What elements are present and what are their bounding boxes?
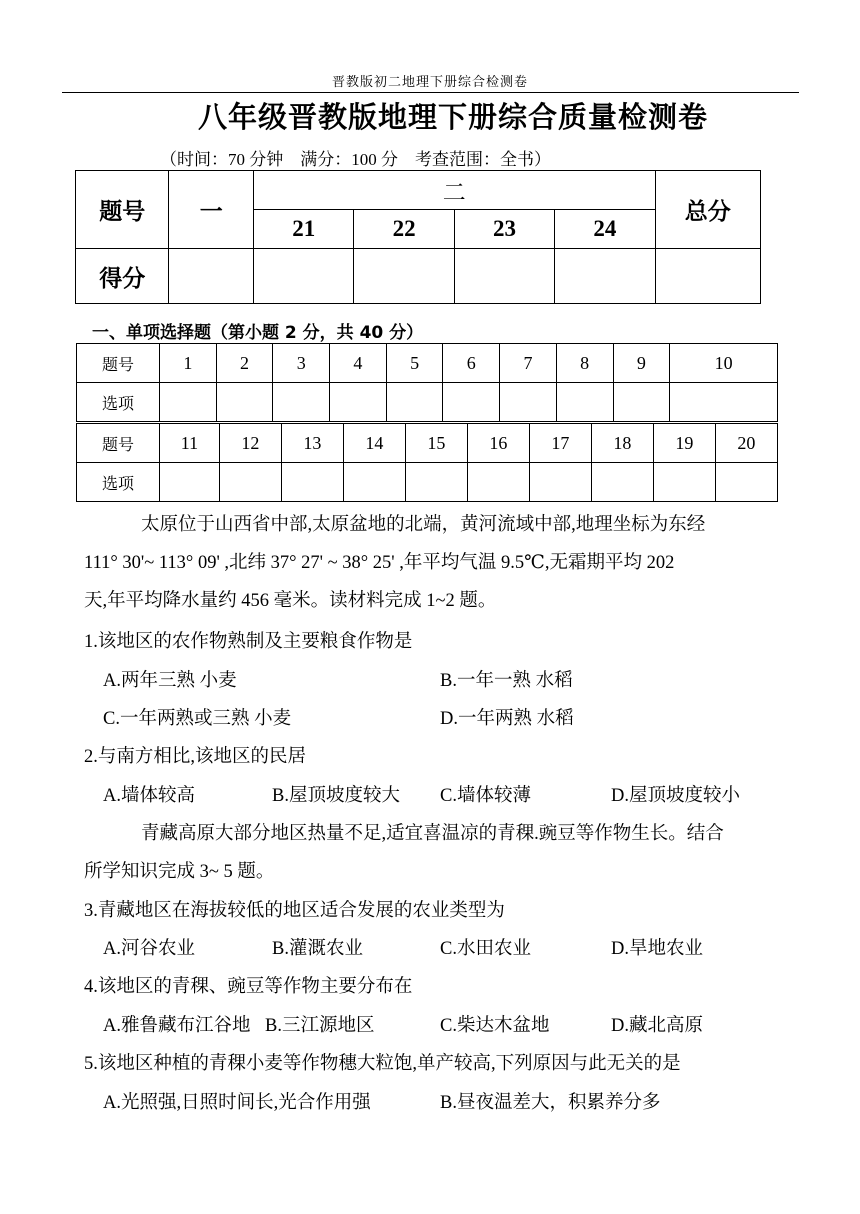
- question-5-stem: 5.该地区种植的青稞小麦等作物穗大粒饱,单产较高,下列原因与此无关的是: [84, 1054, 681, 1074]
- answer-cell[interactable]: [529, 463, 591, 502]
- answer-number: 18: [591, 424, 653, 463]
- score-table-part2: 二: [253, 171, 655, 210]
- score-table-item-22: 22: [354, 210, 454, 249]
- answer-cell[interactable]: [653, 463, 715, 502]
- answer-cell[interactable]: [386, 383, 443, 422]
- passage-line: 所学知识完成 3~ 5 题。: [84, 862, 275, 882]
- question-1-option-b[interactable]: B.一年一熟 水稻: [440, 671, 573, 691]
- score-cell-part1[interactable]: [169, 249, 254, 304]
- question-1-option-c[interactable]: C.一年两熟或三熟 小麦: [103, 709, 292, 729]
- question-5-option-a[interactable]: A.光照强,日照时间长,光合作用强: [103, 1093, 371, 1113]
- answer-label-number: 题号: [77, 424, 160, 463]
- answer-cell[interactable]: [591, 463, 653, 502]
- exam-info: （时间：70 分钟 满分：100 分 考查范围：全书）: [160, 150, 551, 169]
- answer-number: 20: [715, 424, 777, 463]
- score-cell-total[interactable]: [655, 249, 760, 304]
- score-table-part1: 一: [169, 171, 254, 249]
- question-2-option-a[interactable]: A.墙体较高: [103, 786, 195, 806]
- score-cell-23[interactable]: [454, 249, 554, 304]
- score-cell-22[interactable]: [354, 249, 454, 304]
- answer-number: 6: [443, 344, 500, 383]
- score-table-item-24: 24: [555, 210, 655, 249]
- answer-number: 1: [160, 344, 217, 383]
- answer-number: 10: [670, 344, 778, 383]
- answer-table-2: [76, 423, 778, 502]
- passage-line: 青藏高原大部分地区热量不足,适宜喜温凉的青稞.豌豆等作物生长。结合: [141, 824, 724, 844]
- answer-cell[interactable]: [216, 383, 273, 422]
- answer-label-choice: 选项: [77, 463, 160, 502]
- question-3-option-c[interactable]: C.水田农业: [440, 939, 531, 959]
- passage-qinghai-tibet: [84, 815, 786, 891]
- answer-cell[interactable]: [500, 383, 557, 422]
- question-5-option-b[interactable]: B.昼夜温差大，积累养分多: [440, 1093, 661, 1113]
- answer-cell[interactable]: [443, 383, 500, 422]
- section1-heading: 一、单项选择题（第小题 2 分，共 40 分）: [92, 323, 424, 343]
- question-4-option-c[interactable]: C.柴达木盆地: [440, 1016, 550, 1036]
- question-1-option-a[interactable]: A.两年三熟 小麦: [103, 671, 237, 691]
- answer-cell[interactable]: [467, 463, 529, 502]
- question-4-stem: 4.该地区的青稞、豌豆等作物主要分布在: [84, 977, 413, 997]
- question-4-option-d[interactable]: D.藏北高原: [611, 1016, 703, 1036]
- question-2-option-d[interactable]: D.屋顶坡度较小: [611, 786, 740, 806]
- answer-label-choice: 选项: [77, 383, 160, 422]
- score-table-label-question: 题号: [76, 171, 169, 249]
- answer-cell[interactable]: [343, 463, 405, 502]
- answer-cell[interactable]: [556, 383, 613, 422]
- answer-cell[interactable]: [160, 463, 220, 502]
- score-cell-24[interactable]: [555, 249, 655, 304]
- answer-number: 16: [467, 424, 529, 463]
- answer-cell[interactable]: [160, 383, 217, 422]
- passage-taiyuan: [84, 506, 786, 620]
- answer-cell[interactable]: [330, 383, 387, 422]
- question-2-stem: 2.与南方相比,该地区的民居: [84, 747, 307, 767]
- passage-line: 太原位于山西省中部,太原盆地的北端，黄河流域中部,地理坐标为东经: [141, 515, 706, 535]
- question-2-option-b[interactable]: B.屋顶坡度较大: [272, 786, 400, 806]
- question-2-option-c[interactable]: C.墙体较薄: [440, 786, 531, 806]
- answer-cell[interactable]: [613, 383, 670, 422]
- score-cell-21[interactable]: [253, 249, 353, 304]
- answer-number: 4: [330, 344, 387, 383]
- answer-number: 19: [653, 424, 715, 463]
- passage-line: 111° 30'~ 113° 09' ,北纬 37° 27' ~ 38° 25' ,年平均气温 9.5℃,无霜期平均 202: [84, 553, 675, 573]
- document-title: 八年级晋教版地理下册综合质量检测卷: [197, 100, 708, 134]
- answer-cell[interactable]: [281, 463, 343, 502]
- question-3-option-b[interactable]: B.灌溉农业: [272, 939, 363, 959]
- answer-number: 15: [405, 424, 467, 463]
- answer-number: 7: [500, 344, 557, 383]
- header-rule: [62, 92, 799, 93]
- running-header: 晋教版初二地理下册综合检测卷: [331, 74, 528, 89]
- answer-number: 17: [529, 424, 591, 463]
- question-1-option-d[interactable]: D.一年两熟 水稻: [440, 709, 574, 729]
- answer-number: 13: [281, 424, 343, 463]
- answer-number: 9: [613, 344, 670, 383]
- answer-cell[interactable]: [219, 463, 281, 502]
- answer-cell[interactable]: [715, 463, 777, 502]
- answer-number: 12: [219, 424, 281, 463]
- score-table: [75, 170, 761, 304]
- score-table-total: 总分: [655, 171, 760, 249]
- score-table-item-23: 23: [454, 210, 554, 249]
- answer-number: 3: [273, 344, 330, 383]
- answer-cell[interactable]: [273, 383, 330, 422]
- answer-number: 8: [556, 344, 613, 383]
- question-4-option-b[interactable]: B.三江源地区: [265, 1016, 375, 1036]
- answer-number: 14: [343, 424, 405, 463]
- answer-cell[interactable]: [405, 463, 467, 502]
- question-3-option-d[interactable]: D.旱地农业: [611, 939, 703, 959]
- question-4-option-a[interactable]: A.雅鲁藏布江谷地: [103, 1016, 251, 1036]
- question-3-stem: 3.青藏地区在海拔较低的地区适合发展的农业类型为: [84, 901, 505, 921]
- score-table-item-21: 21: [253, 210, 353, 249]
- answer-number: 2: [216, 344, 273, 383]
- passage-line: 天,年平均降水量约 456 毫米。读材料完成 1~2 题。: [84, 591, 497, 611]
- answer-label-number: 题号: [77, 344, 160, 383]
- question-3-option-a[interactable]: A.河谷农业: [103, 939, 195, 959]
- answer-table-1: [76, 343, 778, 422]
- question-1-stem: 1.该地区的农作物熟制及主要粮食作物是: [84, 632, 413, 652]
- score-table-label-score: 得分: [76, 249, 169, 304]
- answer-cell[interactable]: [670, 383, 778, 422]
- answer-number: 5: [386, 344, 443, 383]
- answer-number: 11: [160, 424, 220, 463]
